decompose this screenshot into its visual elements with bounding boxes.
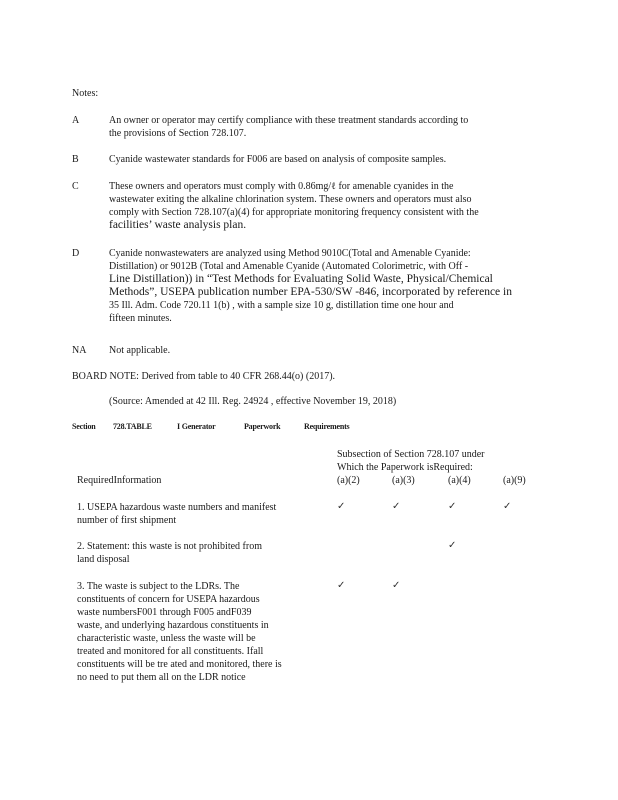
- checkmark-icon: ✓: [448, 540, 457, 551]
- row-line: 1. USEPA hazardous waste numbers and manifest: [77, 502, 277, 513]
- row-line: number of first shipment: [77, 515, 177, 526]
- note-line: These owners and operators must comply with 0.86mg/ℓ for amenable cyanides in the: [109, 181, 454, 192]
- note-line: wastewater exiting the alkaline chlorination system. These owners and operators must also: [109, 194, 472, 205]
- checkmark-icon: ✓: [503, 501, 512, 512]
- note-letter: C: [72, 181, 79, 192]
- section-heading-part: I Generator: [177, 422, 216, 431]
- section-heading-part: 728.TABLE: [113, 422, 152, 431]
- note-line: 35 Ill. Adm. Code 720.11 1(b) , with a sample size 10 g, distillation time one hour and: [109, 300, 454, 311]
- note-text: [109, 344, 554, 357]
- note-letter: NA: [72, 345, 87, 356]
- note-text: [109, 114, 554, 140]
- table-column-header: [337, 448, 547, 474]
- note-letter: B: [72, 154, 79, 165]
- row-line: characteristic waste, unless the waste will be: [77, 633, 256, 644]
- header-line: Which the Paperwork isRequired:: [337, 462, 473, 473]
- row-line: waste, and underlying hazardous constituents in: [77, 620, 269, 631]
- header-line: Subsection of Section 728.107 under: [337, 449, 485, 460]
- note-text: [109, 153, 554, 166]
- required-information-header: RequiredInformation: [77, 475, 162, 486]
- section-heading-part: Section: [72, 422, 96, 431]
- table-row: [77, 540, 321, 566]
- row-line: no need to put them all on the LDR notice: [77, 672, 246, 683]
- notes-title: Notes:: [72, 88, 99, 99]
- note-text: [109, 247, 554, 325]
- subcolumn-header: (a)(2): [337, 475, 360, 486]
- note-letter: D: [72, 248, 80, 259]
- note-line: Distillation) or 9012B (Total and Amenable Cyanide (Automated Colorimetric, with Off -: [109, 261, 469, 272]
- row-line: constituents of concern for USEPA hazardous: [77, 594, 260, 605]
- note-line: Not applicable.: [109, 345, 171, 356]
- note-line: fifteen minutes.: [109, 313, 172, 324]
- row-line: land disposal: [77, 554, 130, 565]
- note-line: facilities’ waste analysis plan.: [109, 219, 247, 231]
- note-letter: A: [72, 115, 80, 126]
- note-line: Line Distillation)) in “Test Methods for Evaluating Solid Waste, Physical/Chemical: [109, 273, 493, 285]
- checkmark-icon: ✓: [392, 580, 401, 591]
- note-text: [109, 180, 554, 232]
- checkmark-icon: ✓: [337, 580, 346, 591]
- note-line: Cyanide nonwastewaters are analyzed using Method 9010C(Total and Amenable Cyanide:: [109, 248, 471, 259]
- table-row: [77, 501, 321, 527]
- section-heading-part: Paperwork: [244, 422, 281, 431]
- checkmark-icon: ✓: [448, 501, 457, 512]
- row-line: treated and monitored for all constituents. Ifall: [77, 646, 264, 657]
- table-row: [77, 580, 321, 684]
- note-line: comply with Section 728.107(a)(4) for appropriate monitoring frequency consistent with the: [109, 207, 479, 218]
- row-line: 2. Statement: this waste is not prohibited from: [77, 541, 262, 552]
- note-line: the provisions of Section 728.107.: [109, 128, 247, 139]
- note-line: An owner or operator may certify compliance with these treatment standards according to: [109, 115, 469, 126]
- row-line: constituents will be tre ated and monitored, there is: [77, 659, 282, 670]
- checkmark-icon: ✓: [392, 501, 401, 512]
- subcolumn-header: (a)(4): [448, 475, 471, 486]
- row-line: waste numbersF001 through F005 andF039: [77, 607, 252, 618]
- board-note: BOARD NOTE: Derived from table to 40 CFR 268.44(o) (2017).: [72, 371, 336, 382]
- subcolumn-header: (a)(3): [392, 475, 415, 486]
- section-heading-part: Requirements: [304, 422, 350, 431]
- note-line: Methods”, USEPA publication number EPA-530/SW -846, incorporated by reference in: [109, 286, 512, 298]
- note-line: Cyanide wastewater standards for F006 are based on analysis of composite samples.: [109, 154, 447, 165]
- source-citation: (Source: Amended at 42 Ill. Reg. 24924 , effective November 19, 2018): [109, 396, 397, 407]
- checkmark-icon: ✓: [337, 501, 346, 512]
- subcolumn-header: (a)(9): [503, 475, 526, 486]
- row-line: 3. The waste is subject to the LDRs. The: [77, 581, 240, 592]
